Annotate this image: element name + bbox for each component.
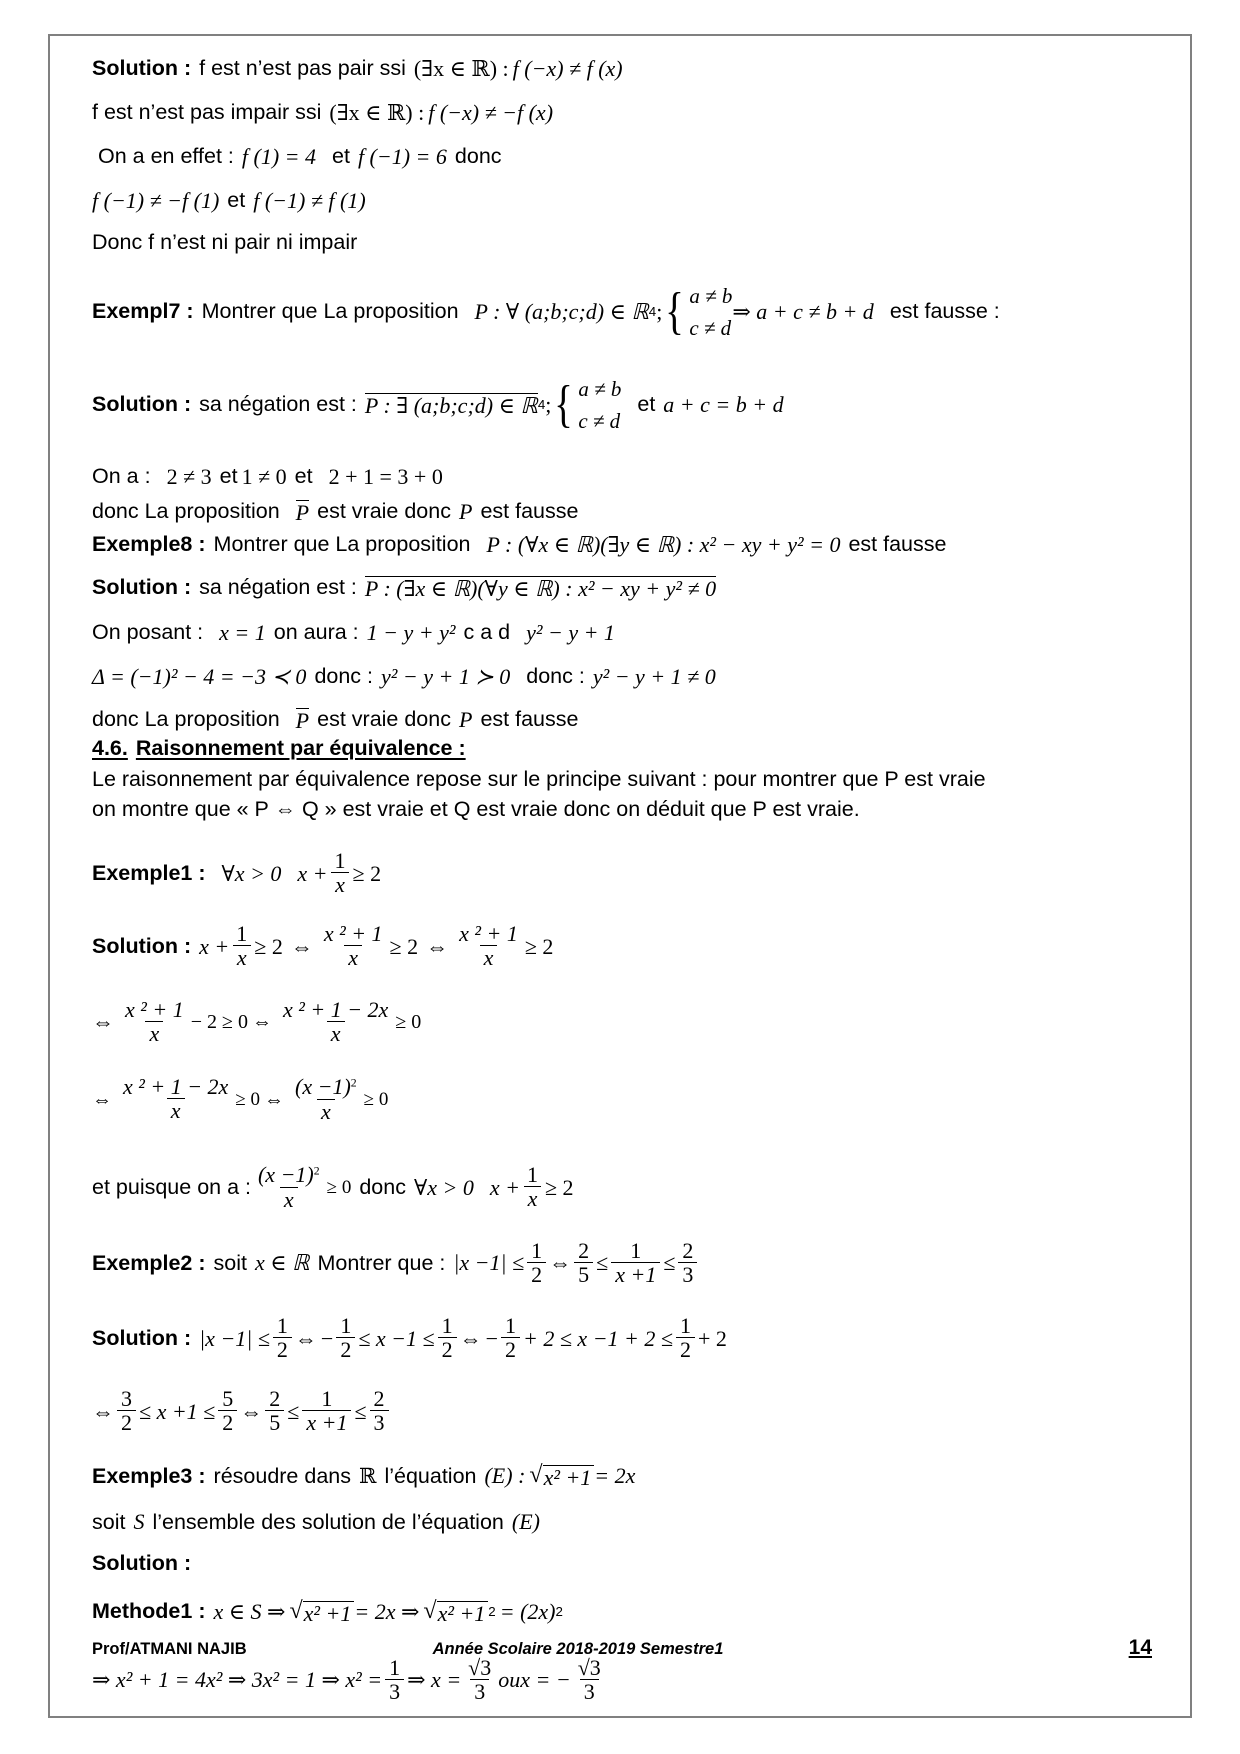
exemple3-rhs: = 2x (594, 1463, 636, 1489)
ex2-l2-f4-num: 1 (321, 1386, 333, 1412)
ex2-l2-f5-den: 3 (370, 1410, 389, 1434)
p-symbol-1: P (458, 498, 473, 524)
section-paragraph-line-1 (92, 769, 1152, 791)
exemple7-on-a (92, 463, 1152, 489)
exemple8-tail: est fausse (848, 531, 947, 556)
ex2-f3-den: x +1 (611, 1262, 660, 1286)
ex2-sol-f2-num: 1 (340, 1313, 352, 1338)
sol1-l4-lhs: x + (489, 1174, 520, 1200)
ex2-l2-f1-den: 2 (117, 1410, 136, 1434)
methode1-sqrt-2-body: x² +1 (437, 1601, 489, 1625)
methode1-derivation-b: ⇒ x = (407, 1667, 462, 1693)
footer-page-number: 14 (1128, 1636, 1152, 1659)
exemple3-equation-label: (E) : (484, 1463, 526, 1489)
equivalence-icon-5: ⇔ (92, 1088, 112, 1111)
methode1-line (92, 1599, 1152, 1625)
exemple1-label: Exemple1 : (92, 861, 206, 886)
on-a-et-1: et (219, 463, 238, 488)
conclusion-middle-1: est vraie donc (317, 498, 451, 523)
equivalence-icon-8: ⇔ (294, 1325, 317, 1351)
sol1-frac-a (232, 922, 251, 969)
ex2-sol-f5-den: 2 (676, 1337, 695, 1361)
ex2-l2-frac-3 (265, 1387, 284, 1434)
radical-icon-2: √ (289, 1597, 303, 1624)
ex2-sol-f1-num: 1 (276, 1313, 288, 1338)
exemple1-solution-line-1 (92, 923, 1152, 970)
footer-school-year: Année Scolaire 2018-2019 Semestre1 (432, 1640, 724, 1658)
ex2-f3-num: 1 (630, 1237, 642, 1263)
exemple2-frac-3 (611, 1239, 660, 1286)
ex2-l2-f3-num: 2 (269, 1386, 281, 1412)
cad-label: c a d (463, 619, 511, 644)
conclusion-prefix-1: donc La proposition (92, 498, 280, 523)
page-footer (92, 1636, 1152, 1660)
exemple7-negation-case-1: a ≠ b (578, 376, 622, 401)
sol1-frac-b-num: x ² + 1 (323, 921, 383, 947)
substituted-expression: 1 − y + y² (366, 619, 456, 645)
parity-text-2: f est n’est pas impair ssi (92, 100, 322, 125)
ex2-sol-frac-1 (273, 1314, 292, 1361)
exemple7-negation-case-2: c ≠ d (578, 409, 621, 434)
exemple7-implication: ⇒ a + c ≠ b + d (732, 299, 874, 325)
exemple1-solution-line-2 (92, 996, 1152, 1046)
exemple8-intro: Montrer que La proposition (213, 531, 471, 556)
radical-icon-3: √ (423, 1597, 437, 1624)
exemple1-fraction (331, 849, 350, 896)
exemple2-statement (92, 1237, 1152, 1287)
methode1-sqrt-2 (423, 1599, 488, 1625)
radical-icon-1: √ (529, 1462, 543, 1489)
p-symbol-2: P (458, 706, 473, 732)
sol1-l3-frac-a-num: x ² + 1 − 2x (123, 1074, 229, 1100)
footer-author: Prof/ATMANI NAJIB (92, 1640, 247, 1658)
ex2-sol-f4-den: 2 (501, 1337, 520, 1361)
ex2-l2-frac-1 (117, 1387, 136, 1434)
methode1-derivation-c: x = − (520, 1667, 571, 1693)
inequality-odd: f (−1) ≠ −f (1) (92, 188, 220, 213)
exemple3-intro: résoudre dans (213, 1463, 351, 1488)
section-paragraph-text-1: Le raisonnement par équivalence repose sur le principe suivant : pour montrer que P est vraie (92, 767, 986, 792)
exemple7-cases (662, 280, 732, 345)
ex2-l2-frac-4 (302, 1387, 351, 1434)
exemple2-domain: x ∈ ℝ (255, 1250, 310, 1276)
conclusion-suffix-1: est fausse (480, 498, 579, 523)
ex2-l2-frac-2 (218, 1387, 237, 1434)
sol1-l4-num: (x −1) (257, 1161, 314, 1187)
exemple2-frac-1 (527, 1239, 546, 1286)
ex2-l2-f3-den: 5 (265, 1410, 284, 1434)
exemple7-negation-exponent: 4 (537, 397, 546, 413)
substitution-value: x = 1 (219, 619, 266, 645)
set-definition-text: l’ensemble des solution de l’équation (152, 1509, 504, 1534)
on-aura-label: on aura : (273, 619, 359, 644)
exemple3-sqrt-body: x² +1 (543, 1465, 595, 1489)
left-brace-icon-2: { (554, 376, 574, 434)
on-a-value-3: 2 + 1 = 3 + 0 (328, 463, 443, 489)
exemple7-case-1: a ≠ b (689, 283, 733, 308)
sol1-l3-frac-b (291, 1075, 361, 1123)
ex2-sol-f2-den: 2 (336, 1337, 355, 1361)
on-posant-label: On posant : (92, 619, 204, 644)
exemple2-abs: |x −1| ≤ (453, 1250, 525, 1276)
exemple2-label: Exemple2 : (92, 1250, 206, 1275)
ex2-sol-f5-num: 1 (679, 1313, 691, 1338)
ex2-le-2: ≤ (663, 1250, 676, 1276)
equation-E-symbol: (E) (511, 1509, 540, 1535)
m1-f1-den: 3 (385, 1679, 404, 1703)
ex2-l2-le-2: ≤ (354, 1398, 367, 1424)
conclusion-middle-2: est vraie donc (317, 706, 451, 731)
sol1-l4-quantifier: ∀x > 0 (413, 1174, 474, 1200)
methode1-derivation (92, 1654, 1152, 1704)
exemple7-solution (92, 373, 1152, 438)
et-puisque-text: et puisque on a : (92, 1175, 251, 1200)
ex2-sol-f4-num: 1 (505, 1313, 517, 1338)
discriminant-value: Δ = (−1)² − 4 = −3 ≺ 0 (92, 663, 307, 689)
ex2-l2-mid-1: ≤ x +1 ≤ (139, 1398, 216, 1424)
exemple7-intro: Montrer que La proposition (201, 299, 459, 324)
exemple7-negation-head: P : ∃ (a;b;c;d) ∈ ℝ (364, 393, 538, 419)
sol1-l4-frac-2 (523, 1163, 542, 1210)
ex2-f4-num: 2 (682, 1237, 694, 1263)
exemple7-prop-head: P : ∀ (a;b;c;d) ∈ ℝ (474, 299, 649, 325)
exemple7-prop-exponent: 4 (648, 304, 657, 320)
ex2-sol-mid-1: ≤ x −1 ≤ (358, 1325, 435, 1351)
ex2-sol-abs: |x −1| ≤ (199, 1325, 270, 1351)
solution-parity-conclusion (92, 232, 1152, 254)
ex2-sol-f3-num: 1 (441, 1313, 453, 1338)
sol1-l4-ge: ≥ 0 (326, 1177, 352, 1199)
sol1-ge-b: ≥ 2 (389, 933, 419, 959)
ex2-l2-le-1: ≤ (287, 1398, 300, 1424)
methode1-ou: ou (498, 1667, 521, 1693)
m1-f1-num: 1 (389, 1654, 401, 1680)
donc-label-2: donc : (526, 663, 585, 688)
methode1-frac-1 (385, 1656, 404, 1703)
exemple1-conclusion (92, 1161, 1152, 1212)
sol1-ge-c: ≥ 2 (524, 933, 554, 959)
exemple7-case-2: c ≠ d (689, 316, 732, 341)
on-a-label: On a : (92, 463, 151, 488)
ex2-l2-f1-num: 3 (121, 1386, 132, 1412)
sol1-frac-b (320, 922, 387, 969)
exemple7-label: Exempl7 : (92, 299, 194, 324)
solution-parity-line-3 (92, 146, 1152, 168)
ex2-sol-f1-den: 2 (273, 1337, 292, 1361)
ex2-f2-den: 5 (574, 1262, 593, 1286)
equivalence-icon-1: ⇔ (290, 933, 313, 959)
methode1-sqrt-2-exp: 2 (488, 1604, 496, 1620)
exemple3-sqrt (529, 1463, 594, 1489)
parity-math-2b: f (−x) ≠ −f (x) (428, 100, 554, 125)
exemple8-statement (92, 531, 1152, 557)
exemple7-conclusion (92, 500, 1152, 524)
f-of-minus1-value: f (−1) = 6 (357, 144, 447, 169)
exemple8-conclusion (92, 708, 1152, 732)
ex2-sol-frac-4 (501, 1314, 520, 1361)
ex2-sol-mid-2: + 2 ≤ x −1 + 2 ≤ (523, 1325, 673, 1351)
exemple1-rhs: ≥ 2 (352, 860, 382, 886)
exemple2-montrer: Montrer que : (317, 1250, 446, 1275)
sol1-l3-frac-b-num: (x −1) (295, 1073, 351, 1099)
solution-label: Solution : (92, 56, 192, 81)
exemple2-solution-line-2 (92, 1388, 1152, 1435)
exemple2-frac-2 (574, 1239, 593, 1286)
page-content (92, 58, 1152, 1704)
exemple7-prop-semicolon: ; (656, 299, 663, 325)
exemple2-frac-4 (678, 1239, 697, 1286)
ex2-sol-f3-den: 2 (438, 1337, 457, 1361)
sol1-frac-c-num: x ² + 1 (459, 921, 518, 947)
ex2-l2-f2-den: 2 (218, 1410, 237, 1434)
solution-set-symbol: S (133, 1509, 145, 1535)
solution-label-6: Solution : (92, 1551, 192, 1576)
ex2-le-1: ≤ (596, 1250, 609, 1276)
sol1-l3-ge: ≥ 0 (235, 1089, 261, 1111)
parity-math-1a: (∃x ∈ ℝ) : (413, 56, 509, 81)
exemple8-proposition: P : (∀x ∈ ℝ)(∃y ∈ ℝ) : x² − xy + y² = 0 (486, 531, 841, 557)
inequality-even: f (−1) ≠ f (1) (253, 188, 366, 213)
sol1-l3-frac-b-exp: 2 (350, 1076, 357, 1090)
sol1-frac-c (455, 922, 522, 969)
exemple2-solution-line-1 (92, 1315, 1152, 1362)
exemple7-negation-et: et (637, 392, 656, 417)
real-set-symbol: ℝ (358, 1463, 377, 1488)
ex2-f4-den: 3 (678, 1262, 697, 1286)
sol1-l4-den: x (280, 1187, 298, 1211)
exemple3-equation-word: l’équation (384, 1463, 477, 1488)
sol1-frac-b-den: x (344, 945, 362, 969)
left-brace-icon: { (665, 283, 685, 341)
sol1-ge-a: ≥ 2 (254, 933, 283, 959)
section-paragraph-text-2: on montre que « P ⇔ Q » est vraie et Q est vraie donc on déduit que P est vraie. (92, 796, 860, 821)
exemple1-lhs: x + (297, 860, 328, 886)
ex2-l2-f4-den: x +1 (302, 1410, 351, 1434)
equivalence-icon-2: ⇔ (426, 933, 449, 959)
et-connector-2: et (227, 188, 246, 213)
m1-f2-den: 3 (470, 1679, 489, 1703)
p-bar-symbol-1: P (295, 499, 310, 525)
solution-parity-line-4 (92, 190, 1152, 212)
ex2-sol-frac-3 (438, 1314, 457, 1361)
section-heading (92, 735, 1152, 760)
sol1-l3-ge2: ≥ 0 (363, 1089, 389, 1111)
methode1-sqrt-1 (289, 1599, 354, 1625)
f-of-1-value: f (1) = 4 (241, 144, 316, 169)
fraction-denominator: x (331, 872, 349, 896)
methode1-eq-2: = (2x) (499, 1598, 556, 1624)
m1-f3-num: √3 (577, 1654, 601, 1680)
parity-math-1b: f (−x) ≠ f (x) (512, 56, 623, 81)
exemple1-quantifier: ∀x > 0 (221, 860, 282, 886)
methode1-sqrt-1-body: x² +1 (303, 1601, 355, 1625)
section-paragraph-line-2 (92, 796, 1152, 821)
sol1-l4-num-group (254, 1163, 324, 1187)
sol1-l4-frac2-den: x (524, 1186, 542, 1210)
sol1-l4-frac2-num: 1 (526, 1162, 538, 1188)
sol1-l3-frac-a (119, 1075, 232, 1122)
m1-f3-den: 3 (580, 1679, 599, 1703)
sol1-l4-exp: 2 (313, 1164, 320, 1178)
ex2-sol-frac-5 (676, 1314, 695, 1361)
parity-text-1: f est n’est pas pair ssi (199, 56, 406, 81)
fraction-numerator: 1 (334, 848, 346, 874)
sol1-l3-frac-a-den: x (167, 1098, 185, 1122)
exemple1-statement (92, 850, 1152, 897)
p-bar-symbol-2: P (295, 707, 310, 733)
donc-label-1: donc : (314, 663, 374, 688)
exemple7-negation-equation: a + c = b + d (663, 392, 784, 418)
simplified-expression: y² − y + 1 (526, 619, 615, 645)
methode1-rhs-exp: 2 (555, 1604, 563, 1620)
et-connector-1: et (332, 144, 350, 169)
solution-label-2: Solution : (92, 392, 192, 417)
sol1-l4-frac (254, 1163, 324, 1211)
on-a-value-2: 1 ≠ 0 (241, 463, 287, 489)
conclusion-prefix-2: donc La proposition (92, 706, 280, 731)
equivalence-icon-4: ⇔ (251, 1011, 272, 1034)
sol1-l2-ge: ≥ 0 (395, 1011, 422, 1034)
quadratic-positive: y² − y + 1 ≻ 0 (381, 663, 511, 689)
conclusion-suffix-2: est fausse (480, 706, 579, 731)
equivalence-icon-9: ⇔ (459, 1325, 482, 1351)
equivalence-icon-6: ⇔ (264, 1088, 285, 1111)
solution-parity-line-2 (92, 102, 1152, 124)
exemple8-negation-intro: sa négation est : (199, 574, 357, 599)
sol1-l3-frac-b-den: x (317, 1099, 335, 1123)
exemple7-negation-cases (551, 373, 621, 438)
donc-label-3: donc (359, 1175, 406, 1200)
donc-connector-1: donc (454, 144, 502, 169)
sol1-l2-frac-a-num: x ² + 1 (125, 996, 184, 1022)
exemple2-soit: soit (213, 1250, 247, 1275)
section-number: 4.6. (92, 735, 128, 760)
methode1-derivation-a: ⇒ x² + 1 = 4x² ⇒ 3x² = 1 ⇒ x² = (92, 1667, 383, 1693)
quadratic-nonzero: y² − y + 1 ≠ 0 (592, 663, 716, 689)
ex2-sol-frac-2 (336, 1314, 355, 1361)
exemple3-set-definition (92, 1511, 1152, 1533)
methode1-frac-2 (464, 1656, 495, 1703)
sol1-l2-frac-a-den: x (145, 1021, 163, 1045)
sol1-l2-minus: − 2 ≥ 0 (190, 1011, 248, 1034)
exemple3-label: Exemple3 : (92, 1463, 206, 1488)
equivalence-icon-11: ⇔ (240, 1398, 263, 1424)
methode1-frac-3 (574, 1656, 605, 1703)
on-a-value-1: 2 ≠ 3 (166, 463, 212, 489)
sol1-l3-frac-b-num-group (291, 1075, 361, 1099)
sol1-frac-a-den: x (233, 945, 251, 969)
ex2-l2-f2-num: 5 (222, 1386, 234, 1412)
methode1-eq-1: = 2x ⇒ (354, 1598, 420, 1624)
on-a-en-effet-text: On a en effet : (98, 144, 234, 169)
exemple8-solution (92, 576, 1152, 600)
solution-label-3: Solution : (92, 574, 192, 599)
on-a-et-2: et (294, 463, 313, 488)
sol1-frac-a-num: 1 (236, 921, 248, 947)
ex2-sol-neg-2: − (485, 1325, 499, 1351)
ex2-sol-end: + 2 (697, 1325, 727, 1351)
exemple8-substitution (92, 619, 1152, 645)
ex2-f2-num: 2 (578, 1237, 590, 1263)
section-title: Raisonnement par équivalence : (135, 735, 466, 760)
exemple8-label: Exemple8 : (92, 531, 206, 556)
exemple7-tail: est fausse : (889, 299, 1000, 324)
exemple1-solution-line-3 (92, 1073, 1152, 1124)
methode1-premise: x ∈ S ⇒ (213, 1598, 286, 1624)
parity-math-2a: (∃x ∈ ℝ) : (329, 100, 425, 125)
equivalence-icon-10: ⇔ (92, 1398, 114, 1424)
exemple3-solution-label (92, 1553, 1152, 1575)
solution-parity-line-1 (92, 58, 1152, 80)
exemple7-negation-semicolon: ; (545, 392, 552, 418)
sol1-l4-rhs: ≥ 2 (544, 1174, 574, 1200)
equivalence-icon-7: ⇔ (549, 1250, 572, 1276)
methode1-label: Methode1 : (92, 1599, 206, 1624)
parity-conclusion-text: Donc f n’est ni pair ni impair (92, 230, 358, 254)
exemple8-discriminant (92, 663, 1152, 689)
sol1-l2-frac-a (121, 998, 188, 1045)
solution-label-5: Solution : (92, 1325, 192, 1350)
sol1-l2-frac-b-den: x (327, 1021, 345, 1045)
solution-label-4: Solution : (92, 934, 192, 959)
ex2-l2-f5-num: 2 (373, 1386, 385, 1412)
sol1-frac-c-den: x (480, 945, 498, 969)
ex2-f1-den: 2 (527, 1262, 546, 1286)
exemple8-negation: P : (∃x ∈ ℝ)(∀y ∈ ℝ) : x² − xy + y² ≠ 0 (364, 575, 717, 601)
exemple7-negation-intro: sa négation est : (199, 392, 357, 417)
exemple3-statement (92, 1463, 1152, 1489)
sol1-l2-frac-b-num: x ² + 1 − 2x (282, 996, 389, 1022)
exemple7-statement (92, 280, 1152, 345)
soit-label: soit (92, 1509, 126, 1534)
ex2-sol-neg-1: − (320, 1325, 334, 1351)
sol1-term-a: x + (199, 933, 230, 959)
equivalence-icon-3: ⇔ (92, 1009, 114, 1035)
ex2-l2-frac-5 (370, 1387, 389, 1434)
m1-f2-num: √3 (468, 1654, 492, 1680)
ex2-f1-num: 1 (531, 1237, 543, 1263)
sol1-l2-frac-b (279, 998, 392, 1045)
